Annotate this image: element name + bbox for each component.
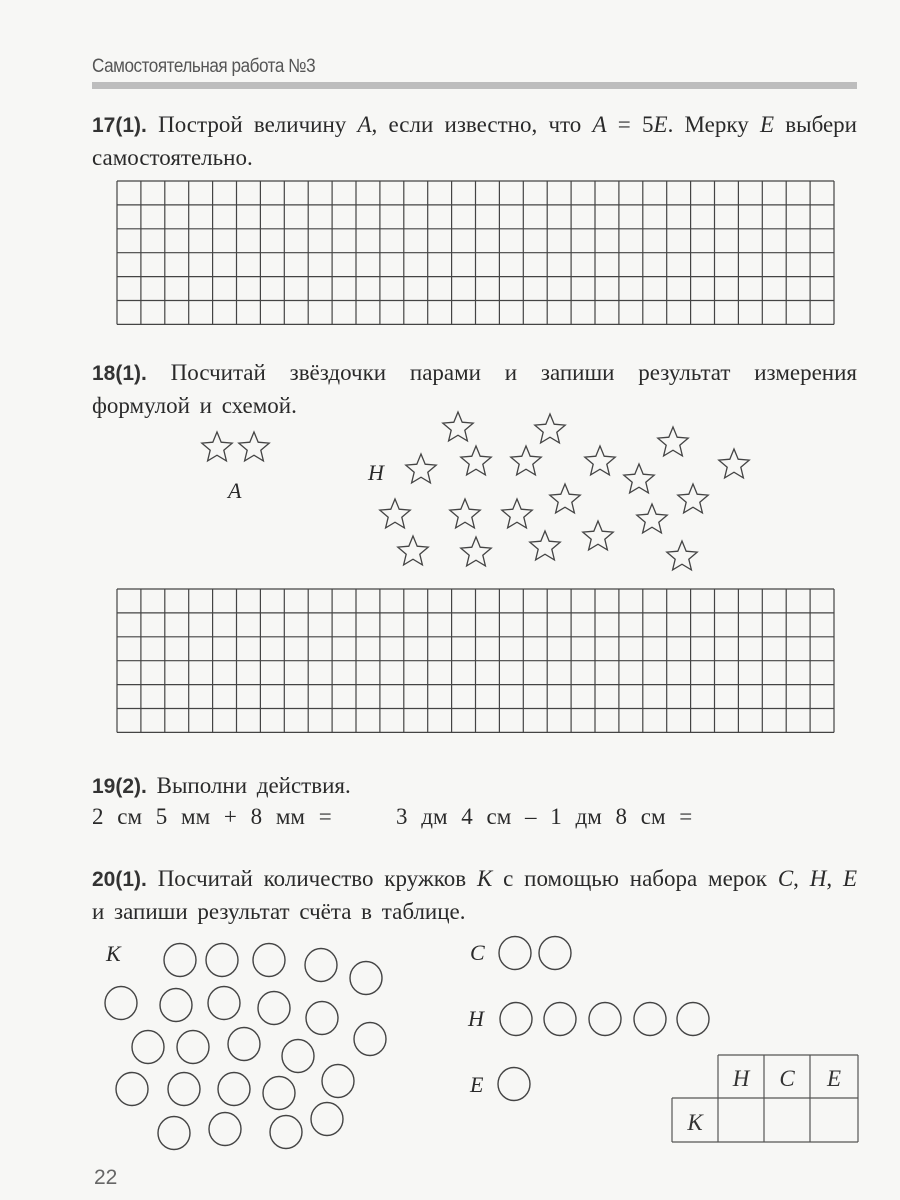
text: Построй величину xyxy=(158,112,358,137)
expression-1: 2 см 5 мм + 8 мм = xyxy=(92,804,332,829)
circle-icon xyxy=(209,1113,241,1146)
circle-icon xyxy=(350,962,382,995)
circle-icon xyxy=(306,1002,338,1035)
star-icon xyxy=(585,446,615,475)
star-icon xyxy=(406,454,436,483)
circle-icon xyxy=(253,944,285,977)
text: , xyxy=(826,866,843,891)
stars-group xyxy=(202,412,749,570)
star-icon xyxy=(461,446,491,475)
page-number: 22 xyxy=(94,1166,118,1189)
circle-icon xyxy=(498,1068,530,1101)
star-icon xyxy=(443,412,473,441)
circle-icon xyxy=(305,949,337,982)
circle-icon xyxy=(208,987,240,1020)
table-row-label: K xyxy=(687,1110,703,1135)
circle-icon xyxy=(500,1003,532,1036)
star-icon xyxy=(678,484,708,513)
text: с помощью набора мерок xyxy=(492,866,778,891)
var: H xyxy=(809,866,827,891)
circle-icon xyxy=(589,1003,621,1036)
label-h-measure: H xyxy=(468,1006,484,1031)
star-icon xyxy=(202,432,232,461)
task-number: 18(1). xyxy=(92,362,147,385)
var: A xyxy=(592,112,607,137)
label-h: H xyxy=(368,460,384,485)
table-header: H xyxy=(732,1066,750,1091)
star-icon xyxy=(535,414,565,443)
star-icon xyxy=(461,537,491,566)
star-icon xyxy=(667,541,697,570)
star-icon xyxy=(658,427,688,456)
circle-icon xyxy=(160,989,192,1022)
star-icon xyxy=(450,499,480,528)
circles-group xyxy=(105,937,709,1150)
task-number: 20(1). xyxy=(92,868,147,891)
star-icon xyxy=(530,531,560,560)
var: K xyxy=(476,866,493,891)
text: , xyxy=(793,866,810,891)
circle-icon xyxy=(263,1077,295,1110)
star-icon xyxy=(719,449,749,478)
circle-icon xyxy=(282,1040,314,1073)
section-header: Самостоятельная работа №3 xyxy=(92,56,316,77)
text: = 5 xyxy=(606,112,654,137)
table-header: C xyxy=(779,1066,795,1091)
star-icon xyxy=(624,464,654,493)
star-icon xyxy=(380,499,410,528)
text: . Мерку xyxy=(667,112,760,137)
task-number: 17(1). xyxy=(92,114,147,137)
circle-icon xyxy=(677,1003,709,1036)
expression-2: 3 дм 4 см – 1 дм 8 см = xyxy=(396,804,693,829)
text: Посчитай звёздочки парами и запиши результат измерения формулой и схемой. xyxy=(92,360,857,418)
text: Выполни действия. xyxy=(156,773,351,798)
var: A xyxy=(357,112,372,137)
circle-icon xyxy=(105,987,137,1020)
star-icon xyxy=(511,446,541,475)
label-k: K xyxy=(106,941,121,966)
var: C xyxy=(777,866,794,891)
circle-icon xyxy=(499,937,531,970)
var: E xyxy=(653,112,668,137)
star-icon xyxy=(398,536,428,565)
star-icon xyxy=(583,521,613,550)
table-header: E xyxy=(826,1066,842,1091)
label-a: A xyxy=(228,478,242,503)
circle-icon xyxy=(354,1023,386,1056)
circle-icon xyxy=(218,1073,250,1106)
circle-icon xyxy=(164,944,196,977)
circle-icon xyxy=(177,1031,209,1064)
circle-icon xyxy=(116,1073,148,1106)
var: E xyxy=(842,866,857,891)
circle-icon xyxy=(544,1003,576,1036)
text: , если известно, что xyxy=(371,112,593,137)
circle-icon xyxy=(539,937,571,970)
var: E xyxy=(759,112,775,137)
circle-icon xyxy=(158,1117,190,1150)
circle-icon xyxy=(168,1073,200,1106)
star-icon xyxy=(502,499,532,528)
circle-icon xyxy=(206,944,238,977)
circle-icon xyxy=(270,1116,302,1149)
text: выбери самостоятельно. xyxy=(92,112,857,170)
circle-icon xyxy=(634,1003,666,1036)
star-icon xyxy=(550,484,580,513)
circle-icon xyxy=(311,1103,343,1136)
answer-grid-18[interactable] xyxy=(117,589,834,732)
circle-icon xyxy=(228,1028,260,1061)
star-icon xyxy=(637,504,667,533)
label-e: E xyxy=(470,1072,484,1097)
circle-icon xyxy=(258,992,290,1025)
star-icon xyxy=(239,432,269,461)
label-c: C xyxy=(470,940,485,965)
result-table xyxy=(672,1055,858,1142)
circle-icon xyxy=(322,1065,354,1098)
circle-icon xyxy=(132,1031,164,1064)
answer-grid-17[interactable] xyxy=(117,181,834,324)
text: Посчитай количество кружков xyxy=(157,866,477,891)
text: и запиши результат счёта в таблице. xyxy=(92,899,466,924)
task-number: 19(2). xyxy=(92,775,147,798)
